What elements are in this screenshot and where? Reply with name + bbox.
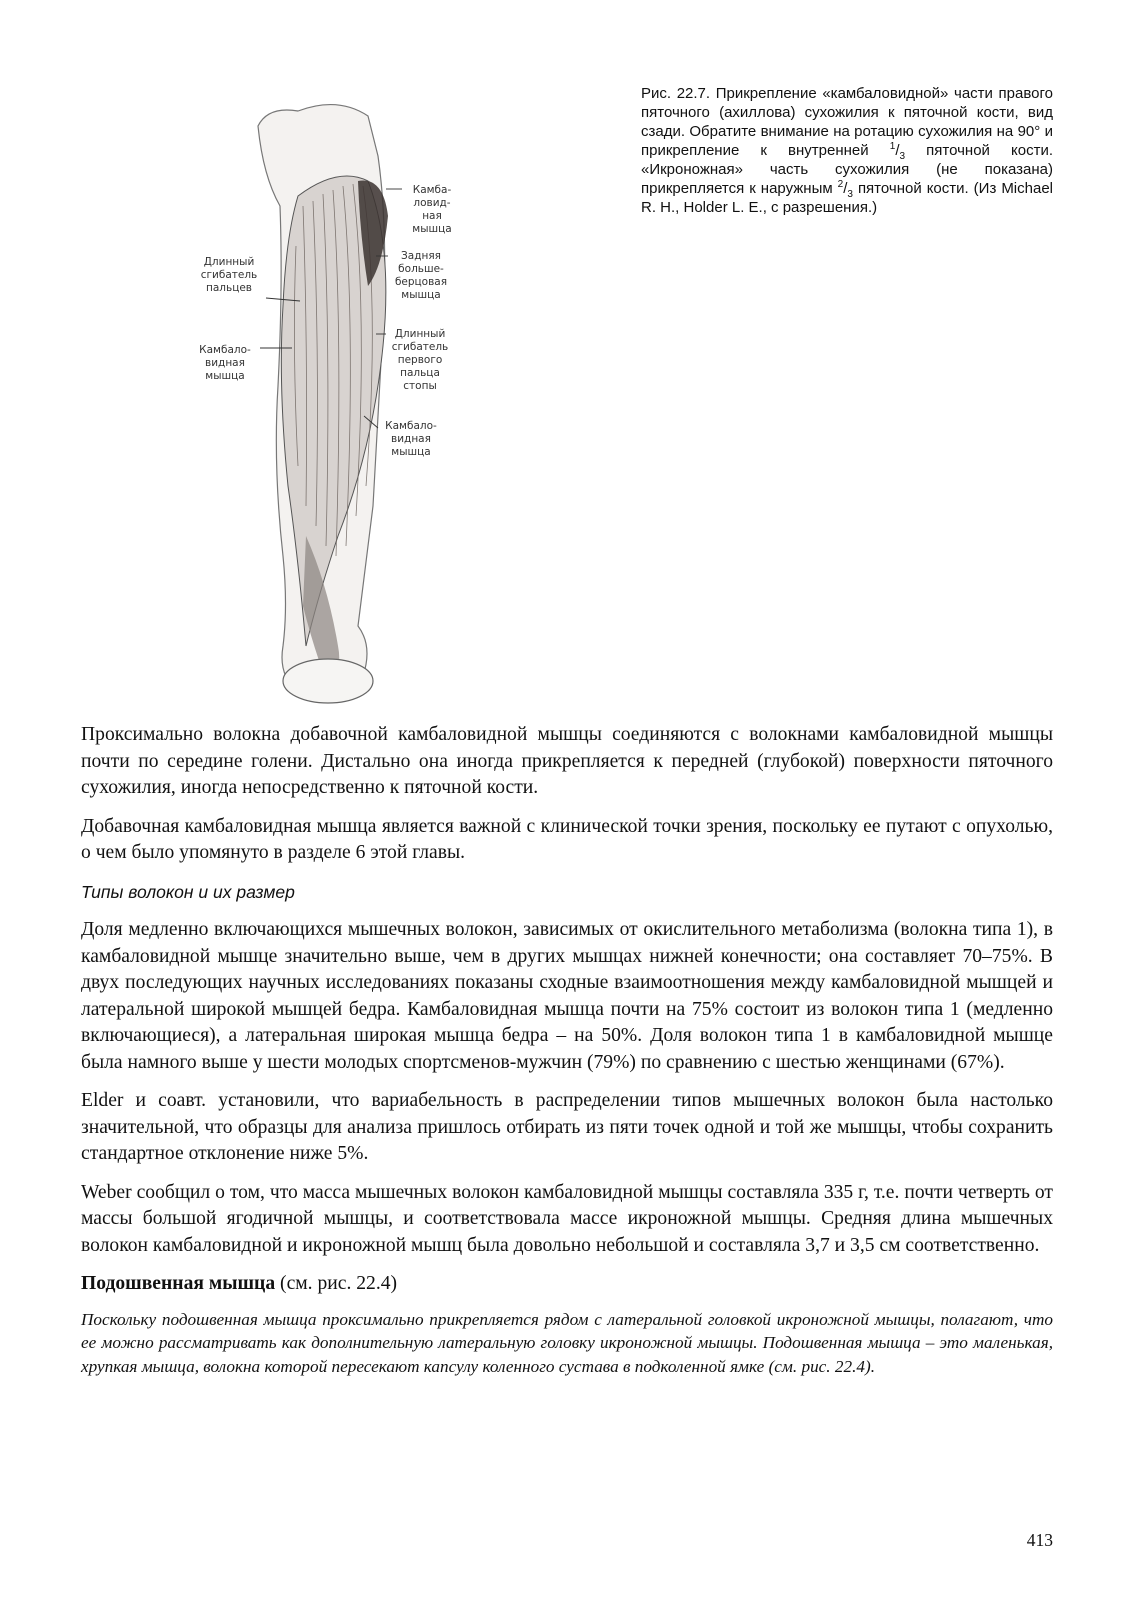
paragraph-2: Добавочная камбаловидная мышца является важной с клинической точки зрения, поскольку ее путают с опухолью, о чем было упомянуто в разделе 6 этой главы. [81, 815, 1053, 863]
fraction-numerator-2: 2 [837, 179, 844, 190]
paragraph-1: Проксимально волокна добавочной камбаловидной мышцы соединяются с волокнами камбаловидной мышцы почти по середине голени. Дистально она иногда прикрепляется к передней (глубокой) поверхности пяточного сухожилия, иногда непосредственно к пяточной кости. [81, 724, 1053, 798]
plantaris-figure-ref: (см. рис. 22.4) [275, 1273, 398, 1294]
plantaris-title: Подошвенная мышца [81, 1273, 276, 1294]
fraction-denominator-2: 3 [847, 189, 853, 200]
label-flexor-digitorum-longus: Длинный сгибатель пальцев [200, 256, 258, 294]
fraction-denominator-1: 3 [899, 151, 906, 162]
leg-illustration [188, 86, 488, 712]
fraction-numerator-1: 1 [889, 141, 896, 152]
caption-part-2: пяточной кости. «Икроножная» часть сухожилия (не показана) прикрепляется к наружным [641, 142, 1053, 197]
label-tibialis-posterior: Задняя больше- берцовая мышца [394, 250, 448, 301]
paragraph-3: Доля медленно включающихся мышечных волокон, зависимых от окислительного метаболизма (волокна типа 1), в камбаловидной мышце значительно выше, чем в других мышцах нижней конечности; она составляет 70–75%. В двух последующих научных исследованиях показаны сходные взаимоотношения между камбаловидной мышцей и латеральной широкой мышцей бедра. Камбаловидная мышца почти на 75% состоит из волокон типа 1 (медленно включающиеся), а латеральная широкая мышца бедра – на 50%. Доля волокон типа 1 в камбаловидной мышце была намного выше у шести молодых спортсменов-мужчин (79%) по сравнению с шестью женщинами (67%). [81, 919, 1053, 1073]
page-number: 413 [1026, 1530, 1053, 1550]
label-flexor-hallucis-longus: Длинный сгибатель первого пальца стопы [391, 328, 449, 392]
body-text [81, 722, 1053, 1390]
caption-part-3: пяточной кости. (Из Michael R. H., Holder L. E., с разрешения.) [641, 180, 1054, 216]
section-subheading: Типы волокон и их размер [81, 881, 295, 902]
plantaris-note: Поскольку подошвенная мышца проксимально прикрепляется рядом с латеральной головкой икроножной мышцы, полагают, что ее можно рассматривать как дополнительную латеральную головку икроножной мышцы. Подошвенная мышца – это маленькая, хрупкая мышца, волокна которой пересекают капсулу коленного сустава в подколенной ямке (см. рис. 22.4). [81, 1309, 1053, 1376]
label-soleus-bottom: Камбало- видная мышца [385, 420, 437, 458]
paragraph-5: Weber сообщил о том, что масса мышечных волокон камбаловидной мышцы составляла 335 г, т.е. почти четверть от массы большой ягодичной мышцы, и соответствовала массе икроножной мышцы. Средняя длина мышечных волокон камбаловидной и икроножной мышц была довольно небольшой и составляла 3,7 и 3,5 см соответственно. [81, 1181, 1053, 1256]
leg-muscle-figure [188, 86, 488, 712]
paragraph-4: Elder и соавт. установили, что вариабельность в распределении типов мышечных волокон была настолько значительной, что образцы для анализа пришлось отбирать из пяти точек одной и той же мышцы, чтобы сохранить стандартное отклонение ниже 5%. [81, 1090, 1053, 1164]
label-soleus-top: Камба- ловид- ная мышца [412, 184, 452, 235]
figure-caption: Рис. 22.7. Прикрепление «камбаловидной» части правого пяточного (ахиллова) сухожилия к пяточной кости, вид сзади. Обратите внимание на ротацию сухожилия на 90° и прикрепление к внутренней $^1/_3$ пяточной кости. «Икроножная» часть сухожилия (не показана) прикрепляется к наружным $^2/_3$ пяточной кости. (Из Michael R. H., Holder L. E., с разрешения.) [641, 85, 1054, 216]
caption-part-1: Рис. 22.7. Прикрепление «камбаловидной» части правого пяточного (ахиллова) сухожилия к пяточной кости, вид сзади. Обратите внимание на ротацию сухожилия на 90° и прикрепление к внутренней [641, 85, 1053, 159]
plantaris-heading [81, 1271, 1053, 1298]
label-soleus-left: Камбало- видная мышца [199, 344, 251, 382]
